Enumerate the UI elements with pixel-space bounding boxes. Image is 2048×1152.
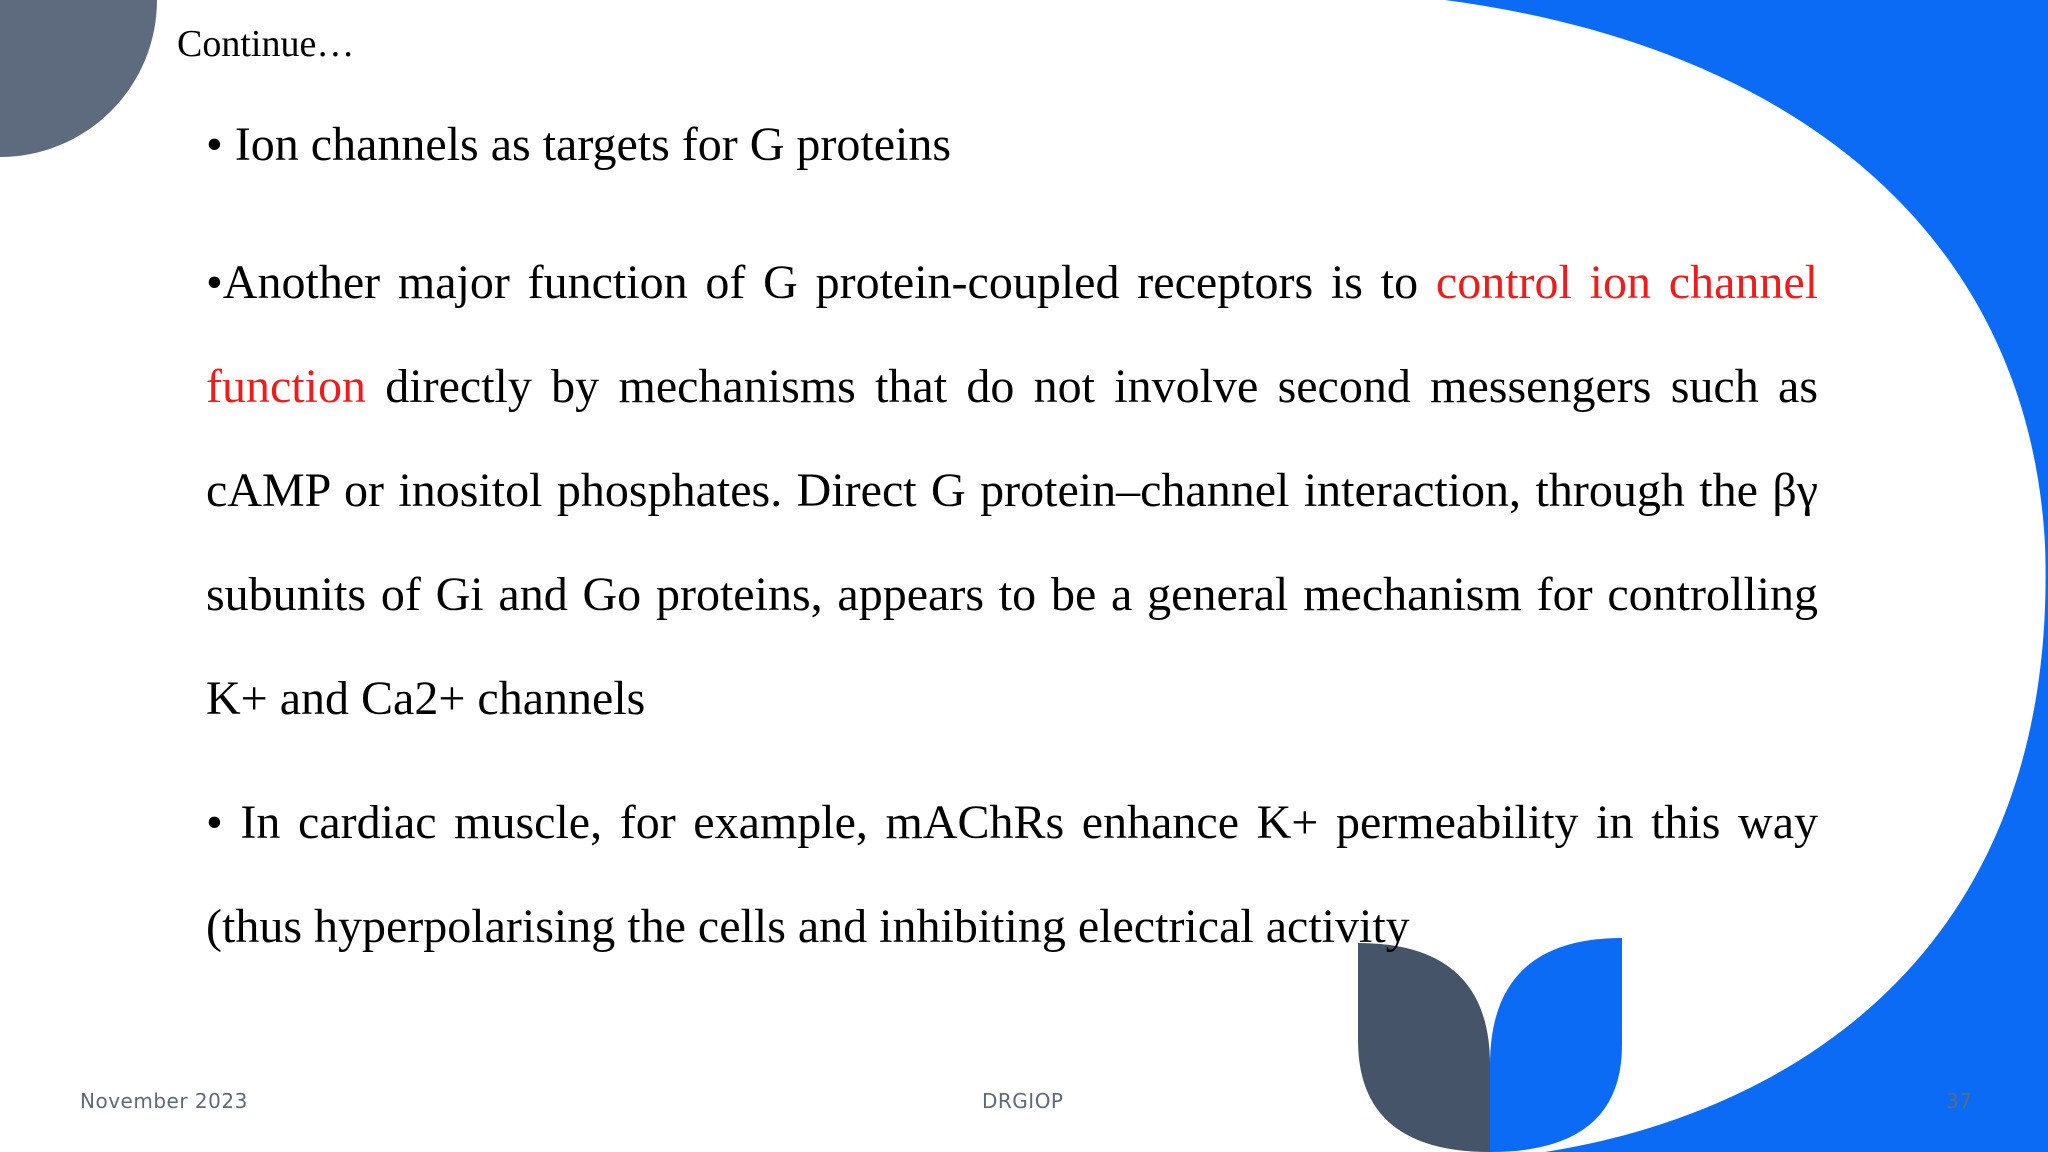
bullet-3 bbox=[206, 771, 1818, 979]
bullet-2-highlight: control ion channel function bbox=[206, 256, 1819, 413]
bullet-marker: • bbox=[206, 796, 223, 849]
bullet-2-text-before: Another major function of G protein-coupled receptors is to bbox=[222, 256, 1419, 309]
footer-page-number: 37 bbox=[1946, 1089, 1973, 1113]
bullet-2 bbox=[206, 231, 1818, 751]
bullet-3-text: In cardiac muscle, for example, mAChRs enhance K+ permeability in this way (thus hyperpolarising the cells and inhibiting electrical activity bbox=[206, 796, 1819, 953]
bullet-content bbox=[206, 105, 1818, 979]
footer-date: November 2023 bbox=[80, 1089, 248, 1113]
corner-circle-shape bbox=[0, 0, 157, 157]
slide-heading: Continue… bbox=[177, 23, 355, 65]
bullet-marker: • bbox=[206, 256, 223, 309]
bullet-1-text: Ion channels as targets for G proteins bbox=[234, 118, 952, 171]
bullet-2-text-after: directly by mechanisms that do not involve second messengers such as cAMP or inositol phosphates. Direct G protein–channel interaction, through the βγ subunits of Gi and Go proteins, appears to be a general mechanism for controlling K+ and Ca2+ channels bbox=[206, 360, 1819, 725]
footer-organization: DRGIOP bbox=[982, 1089, 1064, 1113]
bullet-1 bbox=[206, 105, 1818, 185]
bullet-marker: • bbox=[206, 118, 223, 171]
